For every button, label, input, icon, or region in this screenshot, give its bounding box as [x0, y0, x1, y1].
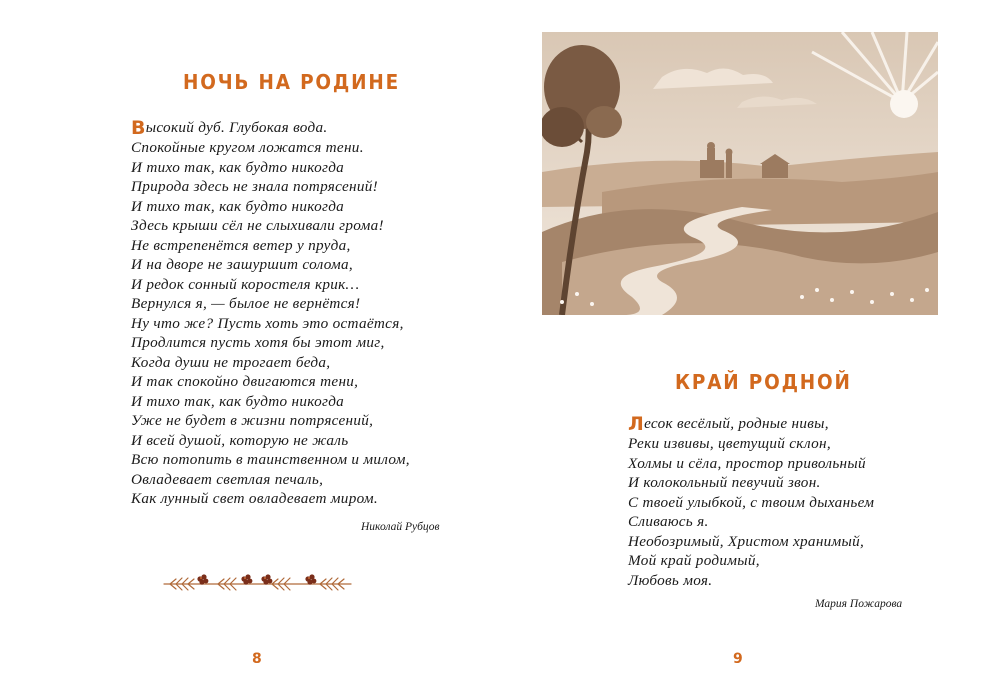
- poem-line: Холмы и сёла, простор привольный: [628, 454, 866, 472]
- poem-line: Реки извивы, цветущий склон,: [628, 435, 831, 452]
- poem-line: Ну что же? Пусть хоть это остаётся,: [131, 314, 404, 332]
- poem-line: И тихо так, как будто никогда: [131, 158, 345, 176]
- drop-cap: В: [131, 117, 146, 139]
- poem-line: Мой край родимый,: [628, 552, 760, 569]
- rowan-branch-ornament-icon: [160, 568, 355, 600]
- poem-line: Здесь крыши сёл не слыхивали грома!: [131, 217, 384, 234]
- poem-text: [628, 414, 874, 590]
- poem-line: Когда души не трогает беда,: [131, 353, 331, 371]
- poem-line: Продлится пусть хотя бы этот миг,: [131, 334, 385, 351]
- poem-author: Мария Пожарова: [815, 598, 903, 610]
- poem-line: Природа здесь не знала потрясений!: [131, 178, 378, 195]
- poem-line: И колокольный певучий звон.: [628, 474, 821, 491]
- poem-line: Всю потопить в таинственном и милом,: [131, 451, 410, 468]
- poem-line: С твоей улыбкой, с твоим дыханьем: [628, 493, 875, 511]
- drop-cap: Л: [628, 413, 645, 435]
- poem-text: [131, 118, 410, 509]
- poem-line: И тихо так, как будто никогда: [131, 197, 345, 215]
- page-number: 9: [733, 651, 743, 667]
- poem-line: Сливаюсь я.: [628, 513, 709, 530]
- poem-line: Любовь моя.: [628, 571, 713, 589]
- right-page: [500, 0, 1000, 691]
- poem-line: Высокий дуб. Глубокая вода.: [131, 117, 328, 139]
- poem-line: И редок сонный коростеля крик…: [131, 275, 360, 293]
- poem-author: Николай Рубцов: [361, 521, 440, 533]
- poem-line: И на дворе не зашуршит солома,: [131, 256, 353, 273]
- poem-line: Не встрепенётся ветер у пруда,: [131, 236, 351, 254]
- poem-line: Уже не будет в жизни потрясений,: [131, 412, 374, 429]
- poem-title: КРАЙ РОДНОЙ: [675, 370, 852, 394]
- poem-line: Спокойные кругом ложатся тени.: [131, 139, 364, 156]
- poem-line: И всей душой, которую не жаль: [131, 431, 349, 449]
- poem-line: И тихо так, как будто никогда: [131, 392, 345, 410]
- poem-line: Лесок весёлый, родные нивы,: [628, 413, 829, 435]
- page-number: 8: [252, 651, 262, 667]
- poem-line: Как лунный свет овладевает миром.: [131, 490, 378, 507]
- landscape-illustration-icon: [542, 32, 938, 315]
- poem-title: НОЧЬ НА РОДИНЕ: [183, 70, 401, 94]
- poem-line: И так спокойно двигаются тени,: [131, 373, 359, 390]
- poem-line: Овладевает светлая печаль,: [131, 470, 324, 488]
- poem-line: Необозримый, Христом хранимый,: [628, 532, 865, 550]
- poem-line: Вернулся я, — былое не вернётся!: [131, 295, 361, 312]
